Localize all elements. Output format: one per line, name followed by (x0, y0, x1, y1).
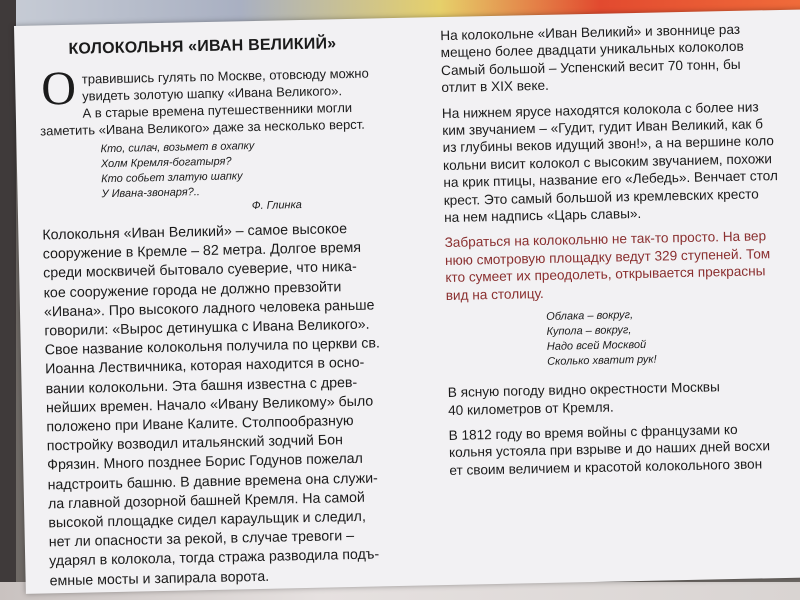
poem-line: У Ивана-звонаря?.. (101, 186, 201, 201)
text-line: на крик птицы, название его «Лебедь». Венчает стол (443, 168, 779, 191)
text-line: вид на столицу. (445, 285, 544, 303)
text-line: сооружение в Кремле – 82 метра. Долгое время (42, 239, 362, 263)
text-line: Колокольня «Иван Великий» – самое высокое (42, 221, 348, 244)
background-edge (0, 0, 16, 600)
text-line: нет ли опасности за рекой, в случае тревоги – (48, 528, 355, 551)
right-column (440, 19, 800, 487)
text-line: На нижнем ярусе находятся колокола с более низ (441, 99, 759, 121)
text-line: постройку возводил итальянский зодчий Бон (46, 432, 344, 455)
text-line: 40 километров от Кремля. (447, 399, 614, 418)
magazine-page (14, 9, 800, 594)
poem-line: Кто, силач, возьмет в охапку (100, 139, 255, 156)
text-line: Самый большой – Успенский весит 70 тонн, бы (440, 56, 741, 78)
text-line: кое сооружение города не должно превзойти (43, 278, 342, 302)
text-line: из глубины веков идущий звон!», а на вершине коло (442, 133, 775, 156)
text-line: высокой площадке сидел караульщик и следил, (48, 508, 366, 532)
article-title: КОЛОКОЛЬНЯ «ИВАН ВЕЛИКИЙ» (68, 35, 337, 58)
text-line: ла главной дозорной башней Кремля. На самой (47, 489, 366, 513)
left-column (38, 27, 442, 591)
text-line: нюю смотровую площадку ведут 329 ступеней. Том (444, 246, 771, 268)
main-text (42, 218, 442, 591)
poem-line: Сколько хватит рук! (547, 353, 657, 369)
text-line: ким звучанием – «Гудит, гудит Иван Великий, как б (442, 116, 764, 139)
paragraph-lower-tier (442, 97, 800, 227)
poem-quote-2 (546, 304, 800, 370)
text-line: «Ивана». Про высокого ладного человека раньше (43, 297, 375, 321)
text-line: положено при Иване Калите. Столпообразную (46, 413, 354, 436)
poem-quote (100, 135, 433, 217)
intro-paragraph (39, 63, 432, 139)
text-line: кто сумеет их преодолеть, открывается прекрасны (445, 263, 766, 286)
text-line: на нем надпись «Царь славы». (443, 205, 642, 226)
text-line: В 1812 году во время войны с французами ко (448, 421, 738, 443)
paragraph-bells (440, 19, 800, 97)
poem-line: Облака – вокруг, (546, 309, 634, 324)
text-line: В ясную погоду видно окрестности Москвы (447, 379, 720, 401)
intro-line: травившись гулять по Москве, отовсюду можно (81, 65, 369, 87)
text-line: ударял в колокола, тогда стража разводила подъ- (49, 546, 380, 570)
text-line: емные мосты и запирала ворота. (49, 568, 270, 590)
text-line: говорили: «Вырос детинушка с Ивана Великого». (44, 316, 370, 340)
text-line: мещено более двадцати уникальных колоколов (440, 39, 744, 61)
poem-author: Ф. Глинка (251, 199, 302, 213)
text-line: Забраться на колокольню не так-то просто. На вер (444, 228, 767, 251)
paragraph-view (448, 376, 800, 419)
paragraph-1812 (448, 419, 800, 479)
text-line: нейших времен. Начало «Ивану Великому» было (45, 393, 374, 417)
text-line: крест. Это самый большой из кремлевских кресто (443, 186, 759, 208)
paragraph-climb (444, 227, 800, 305)
text-line: кольня устояла при взрыве и до наших дней восхи (448, 438, 771, 461)
poem-line: Купола – вокруг, (546, 324, 632, 339)
text-line: ет своим величием и красотой колокольного звон (449, 456, 763, 478)
text-line: среди москвичей бытовало суеверие, что ника- (43, 259, 357, 282)
dropcap-letter: О (40, 61, 77, 116)
text-line: вании колокольни. Эта башня известна с древ- (45, 374, 358, 398)
text-line: Свое название колокольня получила по церкви св. (44, 335, 381, 359)
poem-line: Холм Кремля-богатыря? (100, 155, 232, 171)
intro-line: увидеть золотую шапку «Ивана Великого». (81, 83, 343, 104)
intro-line: заметить «Ивана Великого» даже за несколько верст. (40, 116, 365, 139)
poem-line: Кто собьет златую шапку (101, 170, 243, 186)
text-line: На колокольне «Иван Великий» и звоннице раз (440, 21, 741, 44)
poem-line: Надо всей Москвой (546, 338, 647, 354)
text-line: Иоанна Лествичника, которая находится в осно- (45, 355, 365, 378)
text-line: отлит в XIX веке. (441, 78, 549, 96)
text-line: надстроить башню. В давние времена она служи- (47, 470, 378, 494)
text-line: Фрязин. Много позднее Борис Годунов пожелал (47, 451, 364, 474)
intro-line: А в старые времена путешественники могли (82, 99, 353, 121)
text-line: кольни висит колокол с высоким звучанием, похожи (442, 151, 773, 173)
